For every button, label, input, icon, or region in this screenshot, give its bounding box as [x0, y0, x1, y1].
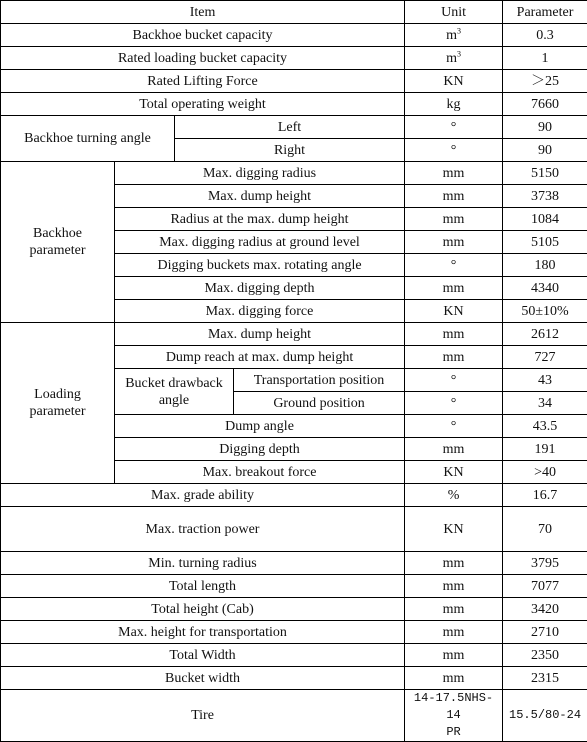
row-label: Total height (Cab)	[1, 598, 405, 621]
table-row	[1, 507, 587, 552]
row-label: Max. digging radius	[115, 162, 405, 185]
table-row	[1, 644, 587, 667]
row-value: ＞25	[503, 70, 587, 93]
row-value: 1084	[503, 208, 587, 231]
row-value: 2710	[503, 621, 587, 644]
group-label-backhoe-turning-angle: Backhoe turning angle	[1, 116, 175, 162]
group-label-bucket-drawback-angle: Bucket drawback angle	[115, 369, 234, 415]
row-label: Max. digging force	[115, 300, 405, 323]
row-label: Max. breakout force	[115, 461, 405, 484]
row-label: Digging buckets max. rotating angle	[115, 254, 405, 277]
row-unit: $m^3$	[405, 47, 503, 70]
row-label: Total length	[1, 575, 405, 598]
row-label: Max. dump height	[115, 185, 405, 208]
row-unit: 14-17.5NHS-14 PR	[405, 690, 503, 742]
row-label: Max. dump height	[115, 323, 405, 346]
table-row	[1, 116, 587, 139]
row-value: 34	[503, 392, 587, 415]
row-value: 3420	[503, 598, 587, 621]
row-value: 70	[503, 507, 587, 552]
row-label: Tire	[1, 690, 405, 742]
row-unit: $m^3$	[405, 24, 503, 47]
row-unit: %	[405, 484, 503, 507]
row-value: 180	[503, 254, 587, 277]
row-unit: mm	[405, 346, 503, 369]
row-value: 7077	[503, 575, 587, 598]
row-unit: °	[405, 369, 503, 392]
row-unit: mm	[405, 621, 503, 644]
row-value: 43	[503, 369, 587, 392]
row-label: Bucket width	[1, 667, 405, 690]
table-row	[1, 24, 587, 47]
row-value: >40	[503, 461, 587, 484]
row-unit: °	[405, 254, 503, 277]
row-label: Rated loading bucket capacity	[1, 47, 405, 70]
row-value: 2315	[503, 667, 587, 690]
row-label: Max. digging radius at ground level	[115, 231, 405, 254]
row-value: 191	[503, 438, 587, 461]
row-label: Dump angle	[115, 415, 405, 438]
table-row	[1, 70, 587, 93]
row-unit: mm	[405, 598, 503, 621]
row-label: Right	[175, 139, 405, 162]
table-header-row	[1, 1, 587, 24]
row-value: 4340	[503, 277, 587, 300]
row-label: Max. grade ability	[1, 484, 405, 507]
row-label: Max. traction power	[1, 507, 405, 552]
row-unit: KN	[405, 507, 503, 552]
table-row	[1, 598, 587, 621]
group-label-backhoe-parameter: Backhoe parameter	[1, 162, 115, 323]
row-label: Backhoe bucket capacity	[1, 24, 405, 47]
row-unit: °	[405, 415, 503, 438]
row-value: 5105	[503, 231, 587, 254]
row-label: Radius at the max. dump height	[115, 208, 405, 231]
row-unit: mm	[405, 231, 503, 254]
row-value: 43.5	[503, 415, 587, 438]
row-label: Dump reach at max. dump height	[115, 346, 405, 369]
row-label: Total Width	[1, 644, 405, 667]
row-unit: mm	[405, 575, 503, 598]
row-unit: kg	[405, 93, 503, 116]
table-row	[1, 575, 587, 598]
table-row	[1, 621, 587, 644]
row-label: Digging depth	[115, 438, 405, 461]
header-unit: Unit	[405, 1, 503, 24]
table-row	[1, 690, 587, 742]
row-unit: KN	[405, 461, 503, 484]
row-label: Ground position	[234, 392, 405, 415]
row-unit: mm	[405, 644, 503, 667]
row-value: 16.7	[503, 484, 587, 507]
row-value: 90	[503, 116, 587, 139]
header-parameter: Parameter	[503, 1, 587, 24]
row-value: 2350	[503, 644, 587, 667]
row-unit: mm	[405, 667, 503, 690]
row-value: 1	[503, 47, 587, 70]
row-unit: mm	[405, 185, 503, 208]
row-label: Rated Lifting Force	[1, 70, 405, 93]
row-value: 5150	[503, 162, 587, 185]
row-unit: °	[405, 139, 503, 162]
row-unit: mm	[405, 208, 503, 231]
row-value: 7660	[503, 93, 587, 116]
row-label: Transportation position	[234, 369, 405, 392]
row-unit: mm	[405, 552, 503, 575]
table-row	[1, 162, 587, 185]
table-row	[1, 667, 587, 690]
row-value: 727	[503, 346, 587, 369]
row-label: Left	[175, 116, 405, 139]
table-row	[1, 323, 587, 346]
header-item: Item	[1, 1, 405, 24]
row-value: 3738	[503, 185, 587, 208]
row-label: Max. height for transportation	[1, 621, 405, 644]
row-value: 90	[503, 139, 587, 162]
table-row	[1, 484, 587, 507]
row-unit: mm	[405, 438, 503, 461]
row-unit: mm	[405, 277, 503, 300]
row-value: 50±10%	[503, 300, 587, 323]
row-unit: °	[405, 392, 503, 415]
table-row	[1, 93, 587, 116]
row-unit: KN	[405, 70, 503, 93]
group-label-loading-parameter: Loading parameter	[1, 323, 115, 484]
row-unit: KN	[405, 300, 503, 323]
row-unit: °	[405, 116, 503, 139]
row-unit: mm	[405, 162, 503, 185]
row-value: 0.3	[503, 24, 587, 47]
row-value: 3795	[503, 552, 587, 575]
row-label: Min. turning radius	[1, 552, 405, 575]
table-row	[1, 47, 587, 70]
row-label: Total operating weight	[1, 93, 405, 116]
row-label: Max. digging depth	[115, 277, 405, 300]
row-value: 2612	[503, 323, 587, 346]
table-row	[1, 552, 587, 575]
row-value: 15.5/80-24	[503, 690, 587, 742]
row-unit: mm	[405, 323, 503, 346]
